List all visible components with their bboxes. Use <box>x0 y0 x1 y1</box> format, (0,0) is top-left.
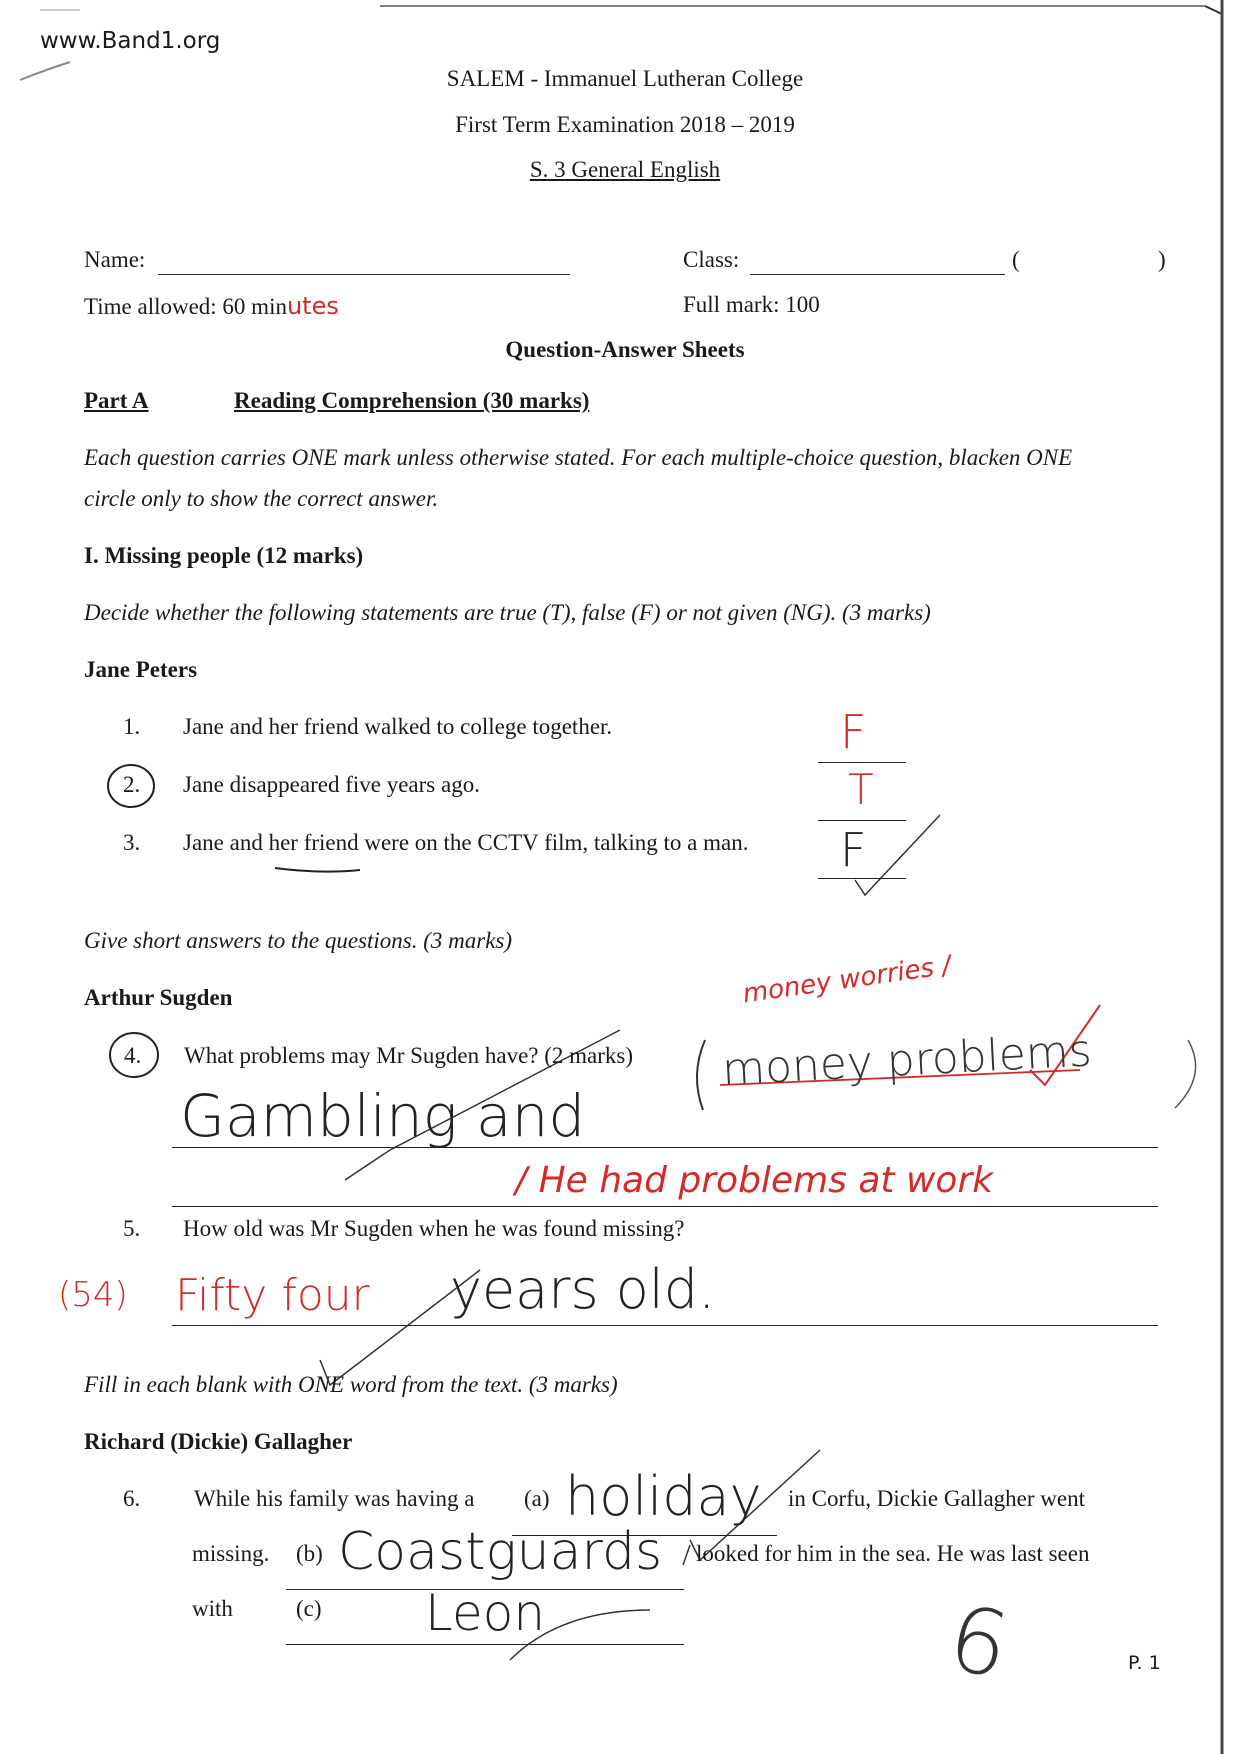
q6-c-answer: Leon <box>425 1584 546 1642</box>
tf-num-3: 3. <box>123 830 141 855</box>
q6-c-label: (c) <box>296 1596 322 1621</box>
tf-answer-1: F <box>840 705 867 759</box>
q6-c-blank <box>286 1644 684 1645</box>
page-number: P. 1 <box>1128 1652 1161 1674</box>
q5-mark: (54) <box>58 1275 128 1315</box>
class-paren-close: ) <box>1158 247 1166 272</box>
q4-note-top: money worries / <box>740 950 953 1010</box>
section1-title: I. Missing people (12 marks) <box>84 543 364 568</box>
q6-num: 6. <box>123 1486 141 1511</box>
q6-part5: with <box>192 1596 233 1621</box>
instructions-line2: circle only to show the correct answer. <box>84 486 439 511</box>
tf-text-3: Jane and her friend were on the CCTV film, talking to a man. <box>183 830 749 855</box>
q4-note-paren: money problems <box>720 1025 1093 1096</box>
underline-mark <box>275 868 360 872</box>
q5-answer: years old. <box>450 1258 716 1321</box>
q6-part4: looked for him in the sea. He was last seen <box>696 1541 1090 1566</box>
score-mark: 6 <box>939 1585 1018 1700</box>
q5-num: 5. <box>123 1216 141 1241</box>
site-watermark: www.Band1.org <box>40 28 221 54</box>
sheet-title: Question-Answer Sheets <box>505 337 745 362</box>
q5-answer-red: Fifty four <box>175 1270 370 1321</box>
q4-answer-line1: Gambling and <box>180 1082 586 1150</box>
subject-title: S. 3 General English <box>529 157 721 182</box>
part-a-title: Reading Comprehension (30 marks) <box>234 388 590 413</box>
q5-text: How old was Mr Sugden when he was found missing? <box>183 1216 685 1241</box>
richard-heading: Richard (Dickie) Gallagher <box>84 1429 353 1454</box>
tf-num-1: 1. <box>123 714 141 739</box>
tf-answer-2: T <box>848 765 874 814</box>
class-paren-open: ( <box>1012 247 1020 272</box>
jane-heading: Jane Peters <box>84 657 198 682</box>
time-suffix-hand: utes <box>286 292 339 320</box>
q5-blank <box>172 1325 1158 1326</box>
name-blank <box>158 274 570 275</box>
instructions-line1: Each question carries ONE mark unless otherwise stated. For each multiple-choice question, blacken ONE <box>84 445 1073 470</box>
part-a-label: Part A <box>84 388 149 413</box>
q6-part3: missing. <box>192 1541 270 1566</box>
tf-blank-3 <box>818 878 906 879</box>
class-label: Class: <box>683 247 740 272</box>
full-mark: Full mark: 100 <box>683 292 820 317</box>
q4-text: What problems may Mr Sugden have? (2 marks) <box>184 1043 634 1068</box>
class-blank <box>750 274 1005 275</box>
tf-instruction: Decide whether the following statements are true (T), false (F) or not given (NG). (3 marks) <box>84 600 931 625</box>
short-instruction: Give short answers to the questions. (3 marks) <box>84 928 513 953</box>
q4-blank-2 <box>172 1206 1158 1207</box>
q4-num: 4. <box>124 1043 142 1068</box>
arthur-heading: Arthur Sugden <box>84 985 233 1010</box>
tf-blank-1 <box>818 762 906 763</box>
tf-num-2: 2. <box>123 772 141 797</box>
tick-mark-q3 <box>855 815 940 895</box>
time-label: Time allowed: 60 min <box>84 294 287 319</box>
q4-blank-1 <box>172 1147 1158 1148</box>
time-allowed <box>84 292 339 320</box>
q6-a-label: (a) <box>524 1486 550 1511</box>
tf-answer-3: F <box>840 823 867 877</box>
tf-text-2: Jane disappeared five years ago. <box>183 772 480 797</box>
q4-answer-line2: / He had problems at work <box>515 1160 994 1201</box>
fill-instruction: Fill in each blank with ONE word from the text. (3 marks) <box>84 1372 618 1397</box>
school-name: SALEM - Immanuel Lutheran College <box>446 66 804 91</box>
q6-part1: While his family was having a <box>194 1486 475 1511</box>
q6-part2: in Corfu, Dickie Gallagher went <box>788 1486 1085 1511</box>
q6-b-label: (b) <box>296 1541 323 1566</box>
tf-blank-2 <box>818 820 906 821</box>
exam-title: First Term Examination 2018 – 2019 <box>455 112 795 137</box>
tf-text-1: Jane and her friend walked to college together. <box>183 714 613 739</box>
q6-a-answer: holiday <box>565 1465 762 1528</box>
name-label: Name: <box>84 247 146 272</box>
q6-b-answer: Coastguards <box>338 1522 663 1582</box>
